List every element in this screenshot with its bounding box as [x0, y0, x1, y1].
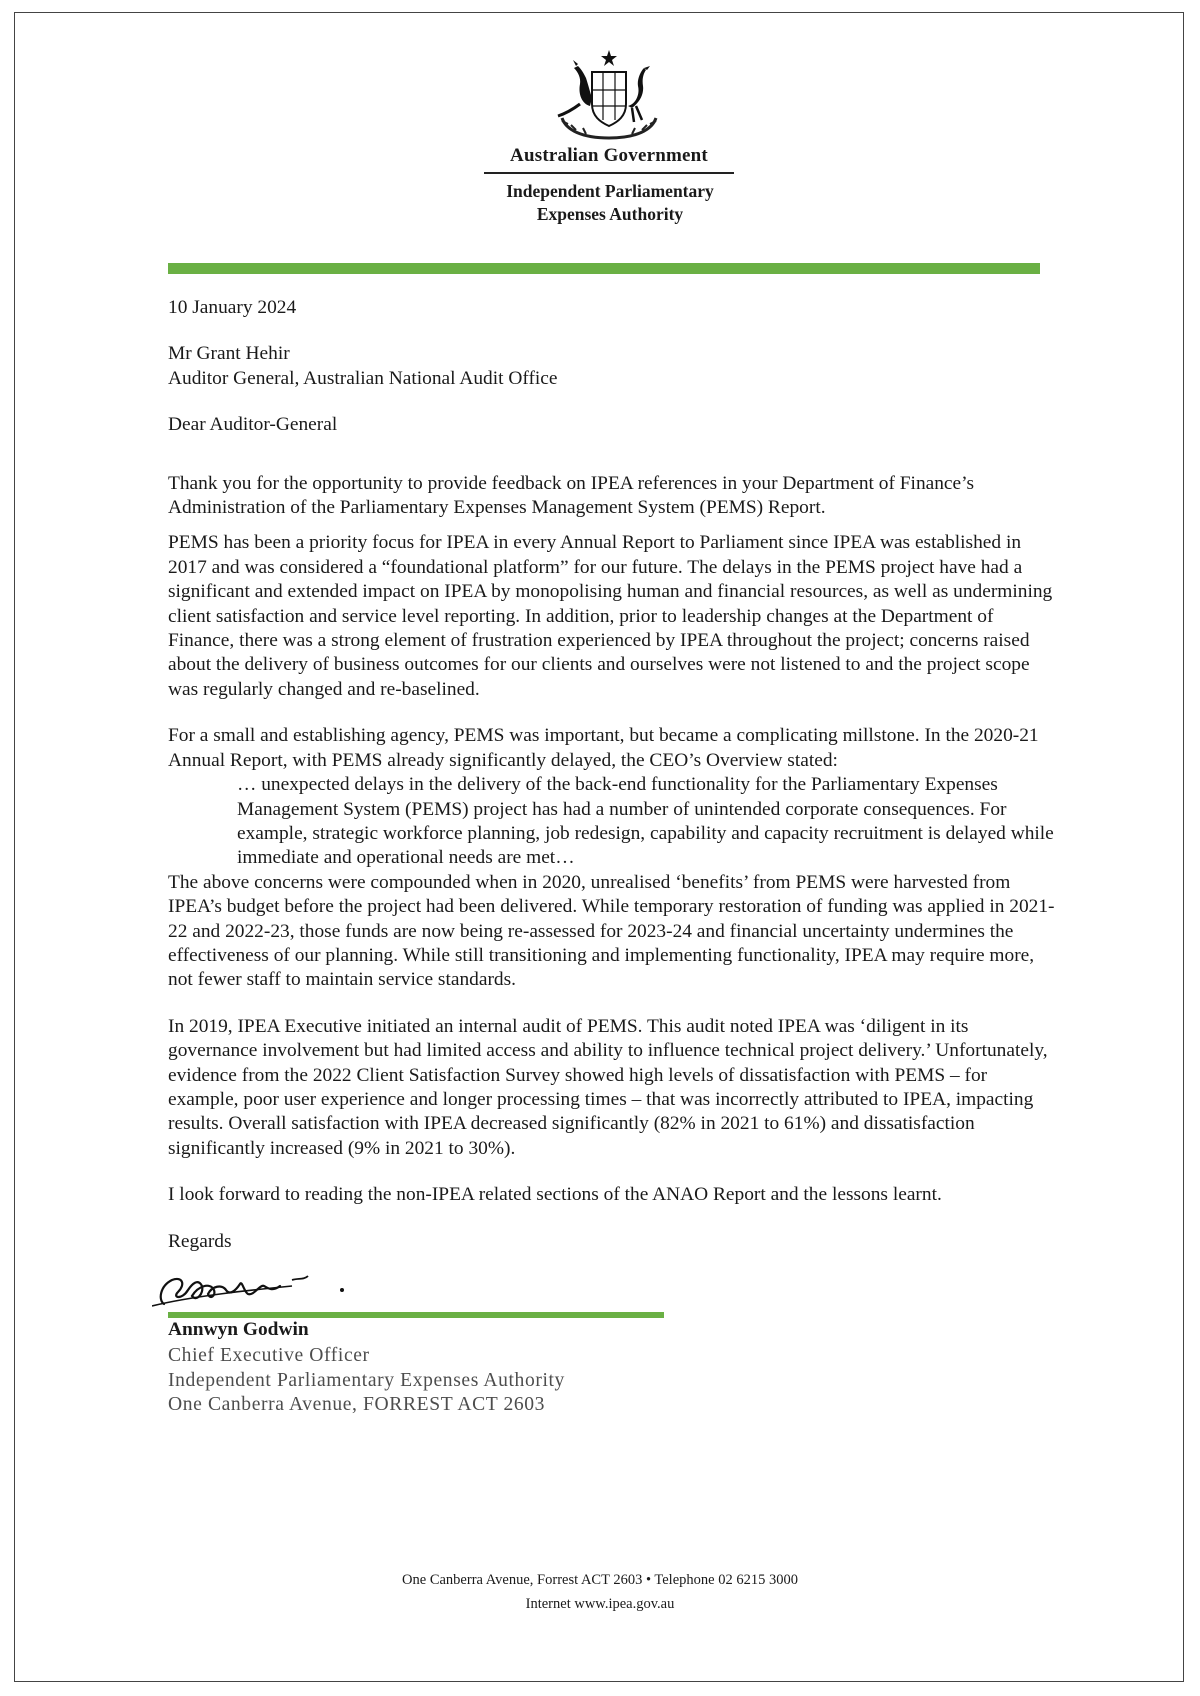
- signatory-name: Annwyn Godwin: [168, 1319, 309, 1340]
- signature-block: [168, 1254, 1058, 1344]
- government-rule: [484, 172, 734, 174]
- paragraph-funding: The above concerns were compounded when in 2020, unrealised ‘benefits’ from PEMS were harvested from IPEA’s budget before the project had been delivered. While temporary restoration of funding was applied in 2021-22 and 2022-23, those funds are now being re-assessed for 2023-24 and financial uncertainty undermines the effectiveness of our planning. While still transitioning and implementing functionality, IPEA may require more, not fewer staff to maintain service standards.: [168, 871, 1055, 991]
- recipient-title: Auditor General, Australian National Audit Office: [168, 367, 558, 389]
- signatory-address: One Canberra Avenue, FORREST ACT 2603: [168, 1394, 546, 1416]
- agency-name-line-1: Independent Parliamentary: [506, 181, 714, 201]
- letter-date: 10 January 2024: [168, 297, 297, 318]
- agency-name-line-2: Expenses Authority: [536, 204, 684, 224]
- footer-website: Internet www.ipea.gov.au: [525, 1596, 675, 1612]
- signatory-details: [168, 1344, 1058, 1418]
- annual-report-quote: … unexpected delays in the delivery of the back-end functionality for the Parliamentary Expenses Management System (PEMS) project has had a number of unintended corporate consequences. For example, strategic workforce planning, job redesign, capability and capacity recruitment is delayed while immediate and operational needs are met…: [237, 774, 1054, 869]
- agency-name: [440, 180, 780, 226]
- paragraph-priority: PEMS has been a priority focus for IPEA in every Annual Report to Parliament since IPEA was established in 2017 and was considered a “foundational platform” for our future. The delays in the PEMS project have had a significant and extended impact on IPEA by monopolising human and financial resources, as well as undermining client satisfaction and service level reporting. In addition, prior to leadership changes at the Department of Finance, there was a strong element of frustration experienced by IPEA throughout the project; concerns raised about the delivery of business outcomes for our clients and ourselves were not listened to and the project scope was regularly changed and re-baselined.: [168, 532, 1053, 700]
- handwritten-signature: [152, 1256, 372, 1318]
- paragraph-intro: Thank you for the opportunity to provide feedback on IPEA references in your Department of Finance’s Administration of the Parliamentary Expenses Management System (PEMS) Report.: [168, 472, 975, 519]
- footer-contact: One Canberra Avenue, Forrest ACT 2603 • Telephone 02 6215 3000: [402, 1572, 798, 1588]
- letter-body: [168, 296, 1058, 1418]
- paragraph-closing: I look forward to reading the non-IPEA related sections of the ANAO Report and the lessons learnt.: [168, 1184, 942, 1206]
- closing-regards: Regards: [168, 1230, 232, 1252]
- signatory-title: Chief Executive Officer: [168, 1345, 370, 1366]
- government-title: Australian Government: [510, 145, 708, 166]
- paragraph-audit: In 2019, IPEA Executive initiated an internal audit of PEMS. This audit noted IPEA was ‘diligent in its governance involvement but had limited access and ability to influence technical project delivery.’ Unfortunately, evidence from the 2022 Client Satisfaction Survey showed high levels of dissatisfaction with PEMS – for example, poor user experience and longer processing times – that was incorrectly attributed to IPEA, impacting results. Overall satisfaction with IPEA decreased significantly (82% in 2021 to 61%) and dissatisfaction significantly increased (9% in 2021 to 30%).: [168, 1015, 1048, 1159]
- salutation: Dear Auditor-General: [168, 414, 338, 436]
- signatory-organisation: Independent Parliamentary Expenses Authority: [168, 1369, 565, 1391]
- paragraph-millstone: For a small and establishing agency, PEMS was important, but became a complicating millstone. In the 2020-21 Annual Report, with PEMS already significantly delayed, the CEO’s Overview stated:: [168, 725, 1039, 771]
- letterhead-divider: [168, 263, 1040, 274]
- letter-footer: [300, 1568, 900, 1616]
- recipient-name: Mr Grant Hehir: [168, 343, 290, 365]
- coat-of-arms-icon: [548, 48, 670, 144]
